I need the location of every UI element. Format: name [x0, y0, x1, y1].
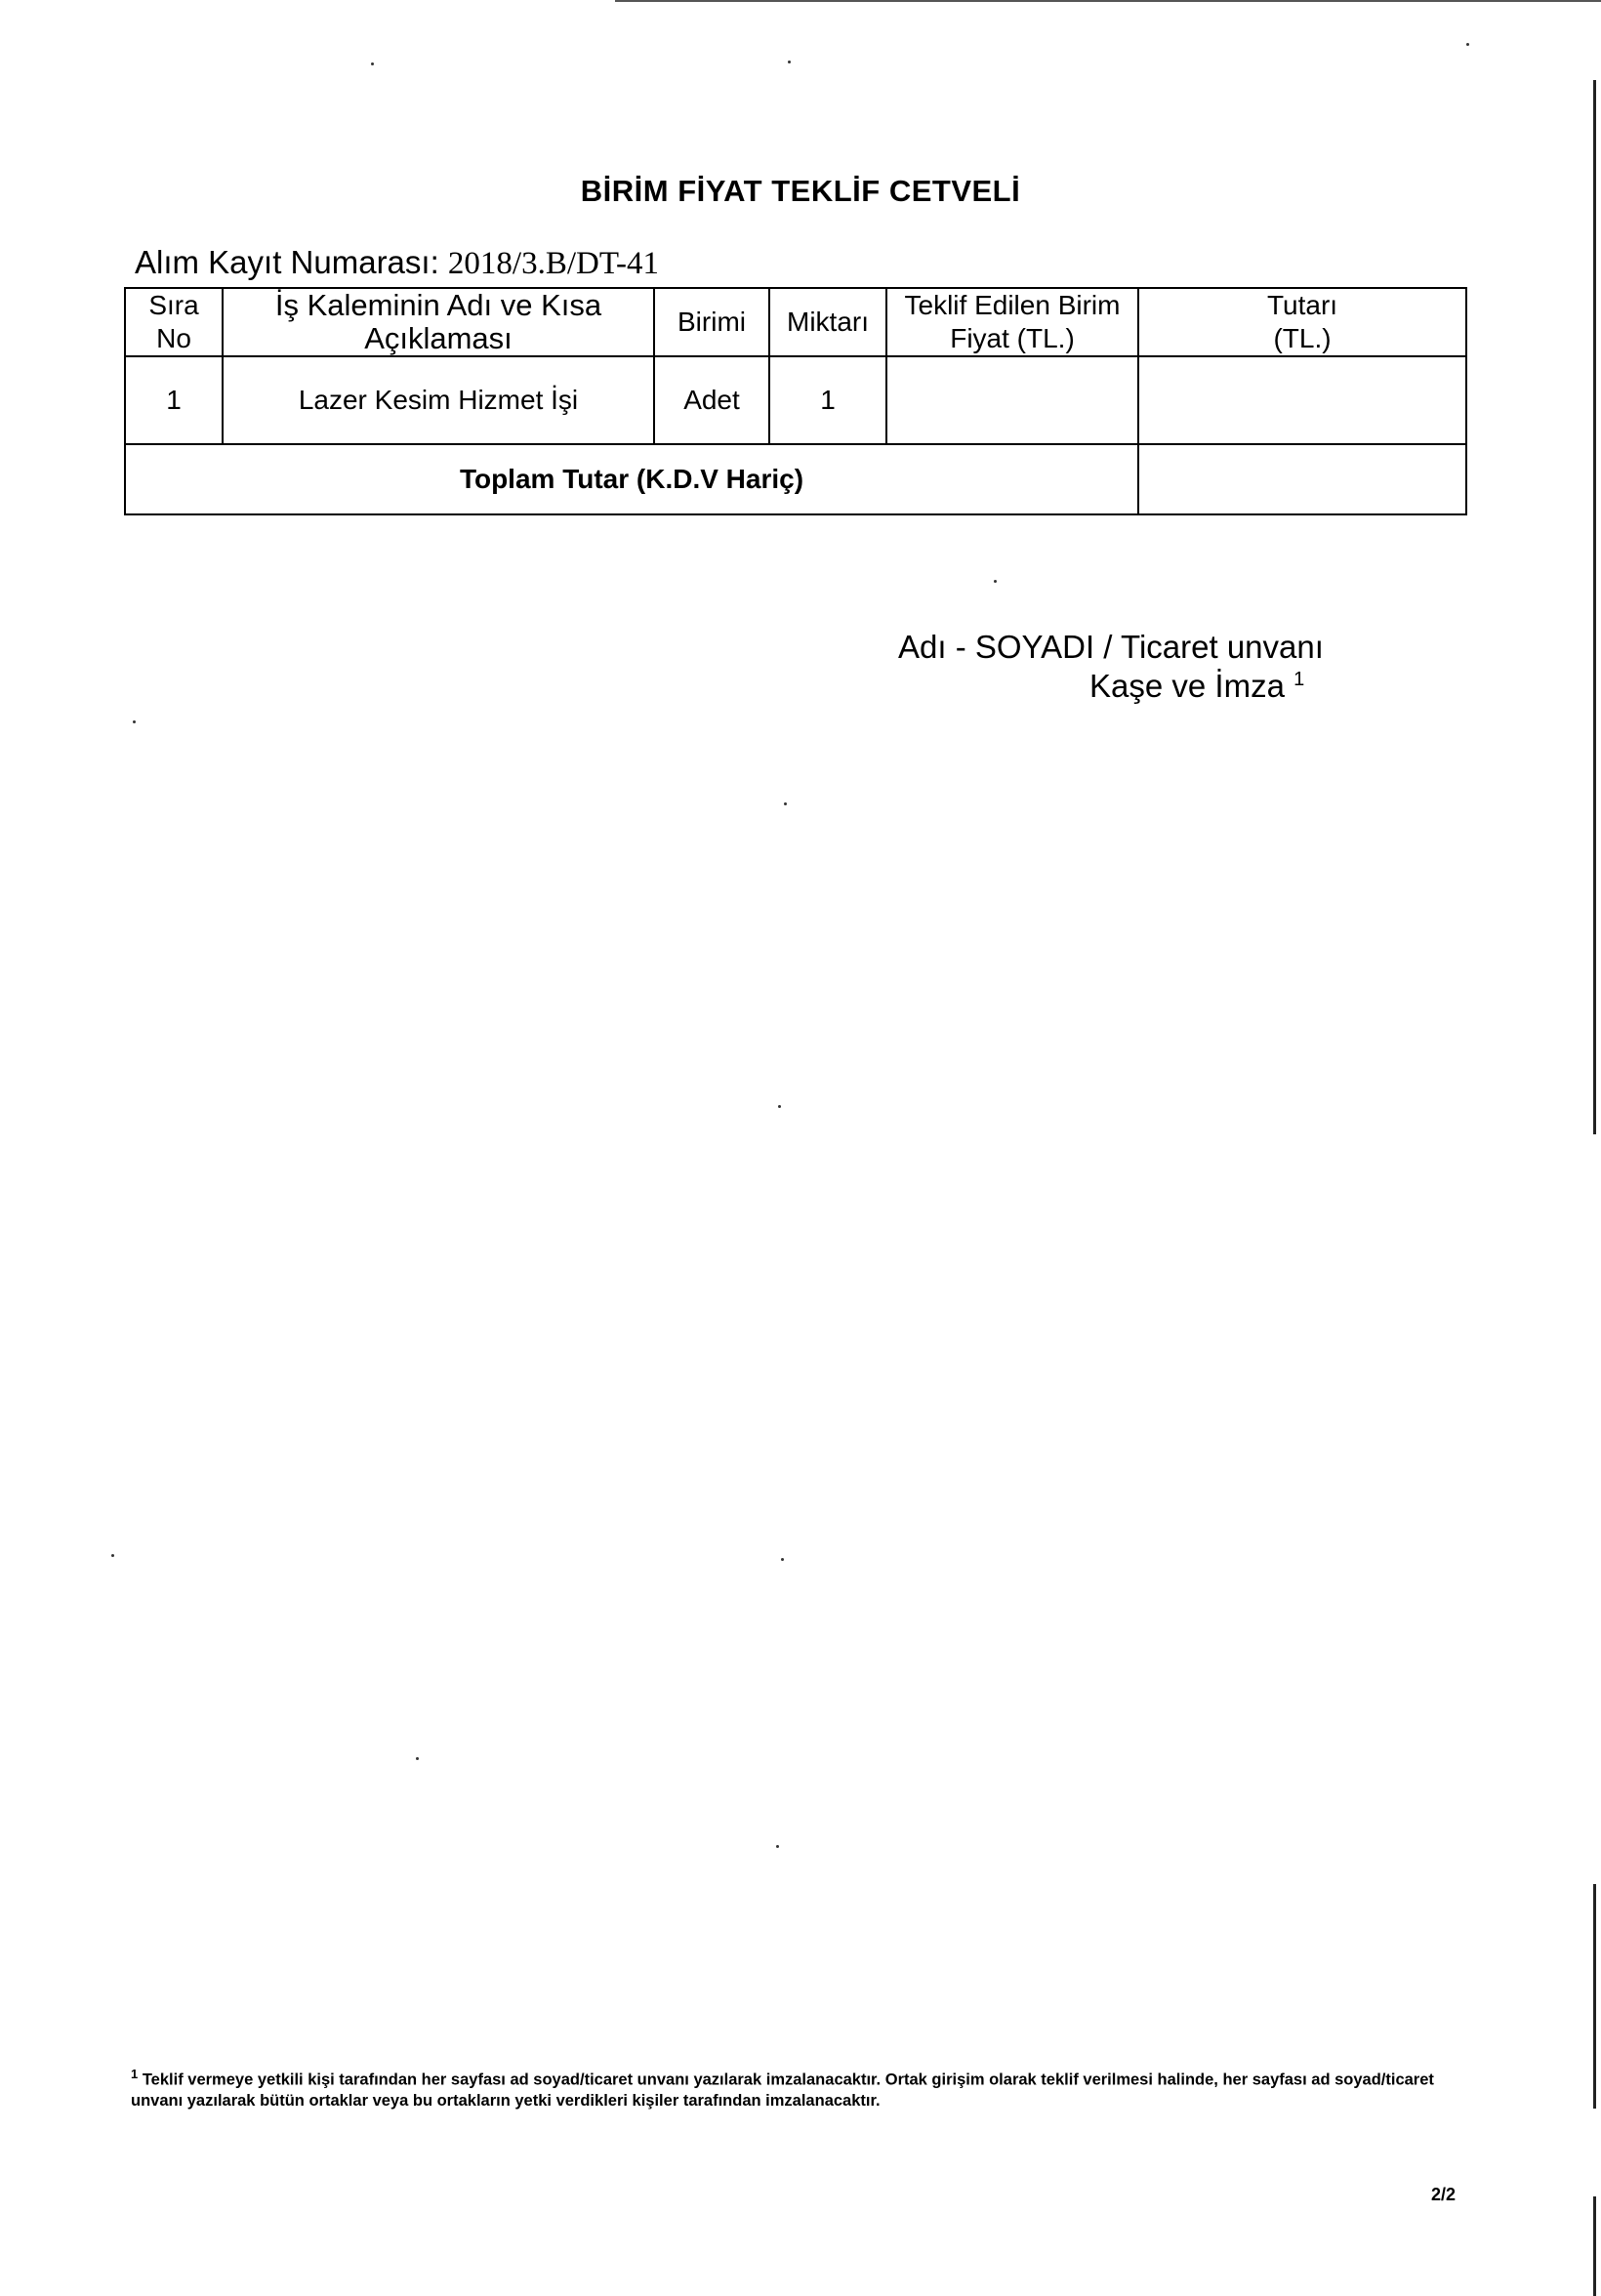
scan-speck [788, 61, 791, 63]
signature-stamp-line [1089, 668, 1304, 705]
scan-speck [784, 802, 787, 805]
scan-edge-right [1593, 1884, 1596, 2109]
scan-edge-right [1593, 2196, 1596, 2296]
registration-label: Alım Kayıt Numarası: [135, 244, 439, 280]
scan-speck [416, 1757, 419, 1760]
registration-number [135, 244, 659, 282]
footnote-text: Teklif vermeye yetkili kişi tarafından her sayfası ad soyad/ticaret unvanı yazılarak imzalanacaktır. Ortak girişim olarak teklif verilmesi halinde, her sayfası ad soyad/ticaret unvanı yazılarak bütün ortaklar veya bu ortakların yetki verdikleri kişiler tarafından imzalanacaktır. [131, 2070, 1434, 2110]
row-amount [1138, 356, 1466, 444]
footnote [131, 2064, 1478, 2112]
scan-speck [778, 1105, 781, 1108]
row-unit: Adet [654, 356, 769, 444]
row-quantity: 1 [769, 356, 886, 444]
scan-speck [781, 1558, 784, 1561]
row-unit-price [886, 356, 1138, 444]
signature-name-line: Adı - SOYADI / Ticaret unvanı [898, 629, 1324, 665]
scan-speck [776, 1845, 779, 1848]
document-title: BİRİM FİYAT TEKLİF CETVELİ [580, 174, 1021, 208]
header-item-name: İş Kaleminin Adı ve Kısa Açıklaması [223, 288, 654, 356]
table-row [125, 356, 1466, 444]
scan-speck [371, 62, 374, 65]
row-no: 1 [125, 356, 223, 444]
scan-speck [1466, 43, 1469, 46]
header-unit: Birimi [654, 288, 769, 356]
header-amount: Tutarı (TL.) [1138, 288, 1466, 356]
total-label: Toplam Tutar (K.D.V Hariç) [125, 444, 1138, 514]
scan-speck [994, 580, 997, 583]
registration-value: 2018/3.B/DT-41 [447, 246, 659, 281]
signature-stamp-text: Kaşe ve İmza [1089, 668, 1285, 704]
table-total-row [125, 444, 1466, 514]
total-value [1138, 444, 1466, 514]
footnote-reference: 1 [1293, 669, 1305, 690]
price-table [124, 287, 1467, 515]
scan-speck [133, 720, 136, 723]
page-number: 2/2 [1431, 2185, 1457, 2204]
header-sira-no: Sıra No [125, 288, 223, 356]
scan-edge-right [1593, 80, 1596, 1134]
table-header-row [125, 288, 1466, 356]
footnote-marker: 1 [131, 2067, 139, 2081]
header-quantity: Miktarı [769, 288, 886, 356]
header-unit-price: Teklif Edilen Birim Fiyat (TL.) [886, 288, 1138, 356]
row-item: Lazer Kesim Hizmet İşi [223, 356, 654, 444]
scan-edge-top [615, 0, 1601, 2]
scan-speck [111, 1554, 114, 1557]
